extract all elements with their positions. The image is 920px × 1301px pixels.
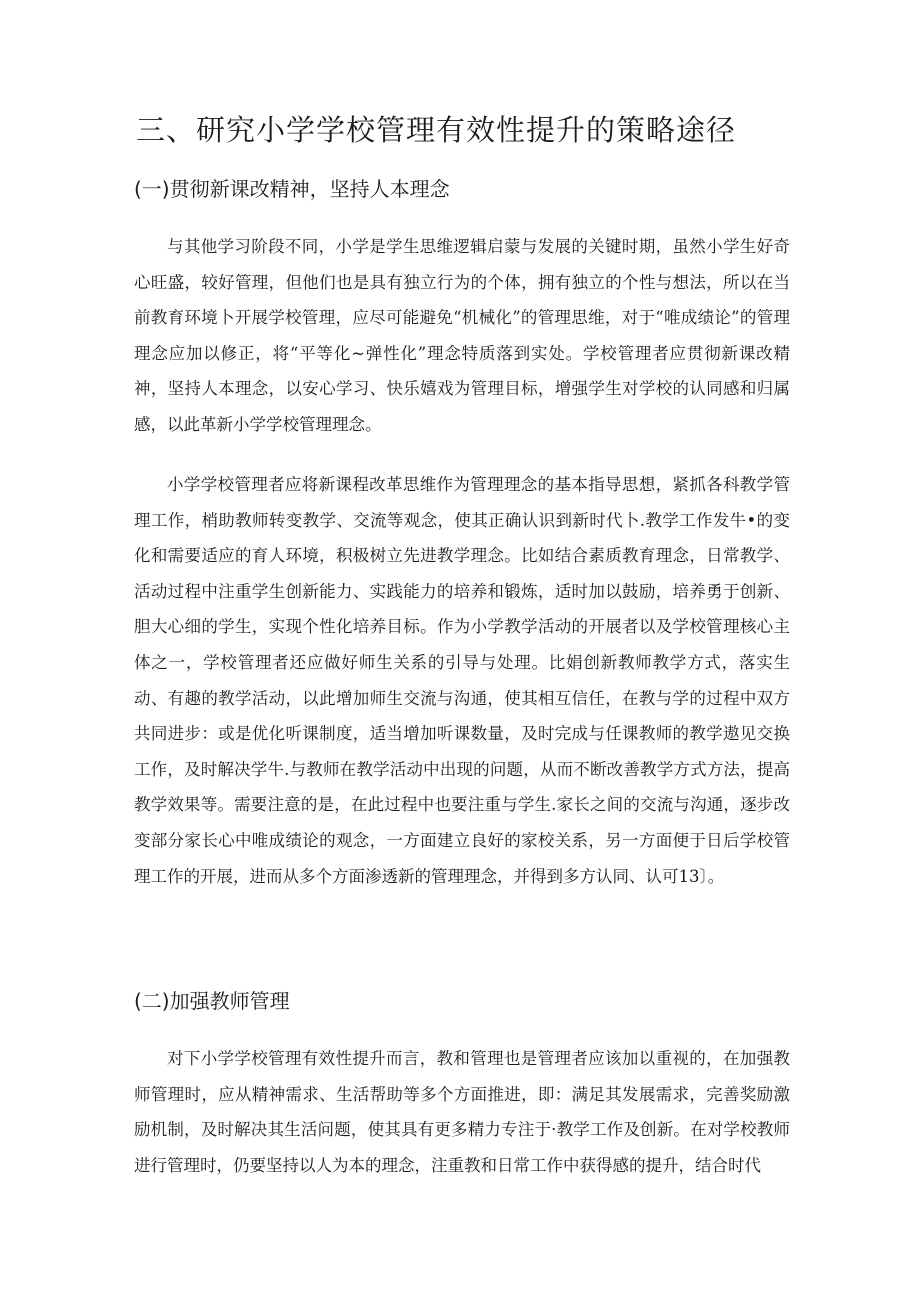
paragraph-2: 小学学校管理者应将新课程改革思维作为管理理念的基本指导思想，紧抓各科教学管理工作，梢助教师转变教学、交流等观念，使其正确认识到新时代卜.教学工作发牛•的变化和需要适应的育人环境，积极树立先进教学理念。比如结合素质教育理念，日常教学、活动过程中注重学生创新能力、实践能力的培养和锻炼，适时加以鼓励，培养勇于创新、胆大心细的学生，实现个性化培养目标。作为小学教学活动的开展者以及学校管理核心主体之一，学校管理者还应做好师生关系的引导与处理。比娟创新教师教学方式，落实生动、有趣的教学活动，以此增加师生交流与沟通，使其相互信任，在教与学的过程中双方共同进步：或是优化听课制度，适当增加听课数量，及时完成与任课教师的教学遨见交换工作，及时解决学牛.与教师在教学活动中出现的问题，从而不断改善教学方式方法，提高教学效果等。需要注意的是，在此过程中也要注重与学生.家长之间的交流与沟通，逐步改变部分家长心中唯成绩论的观念，一方面建立良好的家校关系，另一方面便于日后学校管理工作的开展，进而从多个方面渗透新的管理理念，并得到多方认同、认可13〕。: [134, 475, 790, 886]
paragraph-1: 与其他学习阶段不同，小学是学生思维逻辑启蒙与发展的关键时期，虽然小学生好奇心旺盛，较好管理，但他们也是具有独立行为的个体，拥有独立的个性与想法，所以在当前教育环境卜开展学校管理，应尽可能避免“机械化”的管理思维，对于“唯成绩论”的管理理念应加以修正，将“平等化~弹性化”理念特质落到实处。学校管理者应贯彻新课改精神，坚持人本理念，以安心学习、快乐嬉戏为管理目标，增强学生对学校的认同感和归属感，以此革新小学学校管理理念。: [134, 237, 790, 434]
subsection-heading-1: (一)贯彻新课改精神，坚持人本理念: [134, 177, 450, 201]
subsection-heading-2: (二)加强教师管理: [134, 989, 290, 1013]
paragraph-3: 对下小学学校管理有效性提升而言，教和管理也是管理者应该加以重视的，在加强教师管理时，应从精神需求、生活帮助等多个方面推进，即：满足其发展需求，完善奖励激励机制，及时解决其生活问题，使其具有更多精力专注于·教学工作及创新。在对学校教师进行管理时，仍要坚持以人为本的理念，注重教和日常工作中获得感的提升，结合时代: [134, 1049, 790, 1175]
section-title: 三、研究小学学校管理有效性提升的策略途径: [136, 113, 737, 147]
